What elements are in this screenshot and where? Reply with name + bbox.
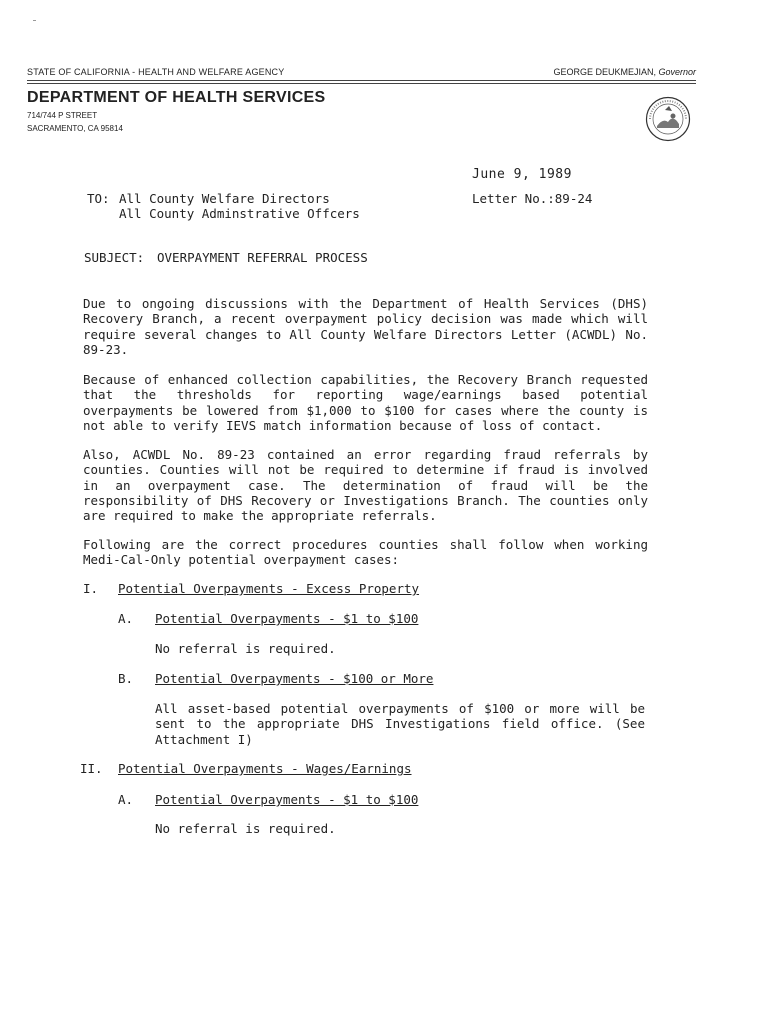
subject-text: OVERPAYMENT REFERRAL PROCESS [157,250,368,265]
section-1a-title: Potential Overpayments - $1 to $100 [155,611,419,626]
paragraph-4: Following are the correct procedures counties shall follow when working Medi-Cal-Only potential overpayment cases: [83,537,648,568]
governor-name: GEORGE DEUKMEJIAN, [553,67,656,77]
state-seal-icon [645,96,691,142]
section-1-numeral: I. [83,581,99,596]
scan-speck [33,20,36,21]
paragraph-1: Due to ongoing discussions with the Department of Health Services (DHS) Recovery Branch, a recent overpayment policy decision was made which will require several changes to All County Welfare Directors Letter (ACWDL) No. 89-23. [83,296,648,357]
section-1b-text: All asset-based potential overpayments of $100 or more will be sent to the appropriate DHS Investigations field office. (See Attachment I) [155,701,645,747]
department-name: DEPARTMENT OF HEALTH SERVICES [27,89,326,106]
section-1a-text: No referral is required. [155,641,336,656]
section-1-title: Potential Overpayments - Excess Property [118,581,420,596]
paragraph-3: Also, ACWDL No. 89-23 contained an error regarding fraud referrals by counties. Counties will not be required to determine if fraud is involved in an overpayment case. The determination of fraud will be the responsibility of DHS Recovery or Investigations Branch. The counties only are required to make the appropriate referrals. [83,447,648,524]
recipient-2: All County Adminstrative Offcers [119,206,360,221]
address-city: SACRAMENTO, CA 95814 [27,124,123,133]
section-2a-text: No referral is required. [155,821,336,836]
section-1a-letter: A. [118,611,134,626]
letter-number: Letter No.:89-24 [472,191,593,206]
letter-date: June 9, 1989 [472,167,572,182]
paragraph-2: Because of enhanced collection capabilities, the Recovery Branch requested that the thresholds for reporting wage/earnings based potential overpayments be lowered from $1,000 to $100 for cases where the county is not able to verify IEVS match information because of loss of contact. [83,372,648,433]
section-2-numeral: II. [80,761,103,776]
governor-title: Governor [658,67,696,77]
section-2a-letter: A. [118,792,134,807]
section-2a-title: Potential Overpayments - $1 to $100 [155,792,419,807]
address-street: 714/744 P STREET [27,111,98,120]
section-1b-title: Potential Overpayments - $100 or More [155,671,434,686]
section-1b-letter: B. [118,671,134,686]
agency-name: STATE OF CALIFORNIA - HEALTH AND WELFARE AGENCY [27,67,285,77]
recipient-1: All County Welfare Directors [119,191,330,206]
header-rule-top [27,80,696,81]
to-label: TO: [87,191,110,206]
governor-line [553,67,696,77]
section-2-title: Potential Overpayments - Wages/Earnings [118,761,412,776]
header-rule-bottom [27,83,696,84]
subject-label: SUBJECT: [84,250,145,265]
